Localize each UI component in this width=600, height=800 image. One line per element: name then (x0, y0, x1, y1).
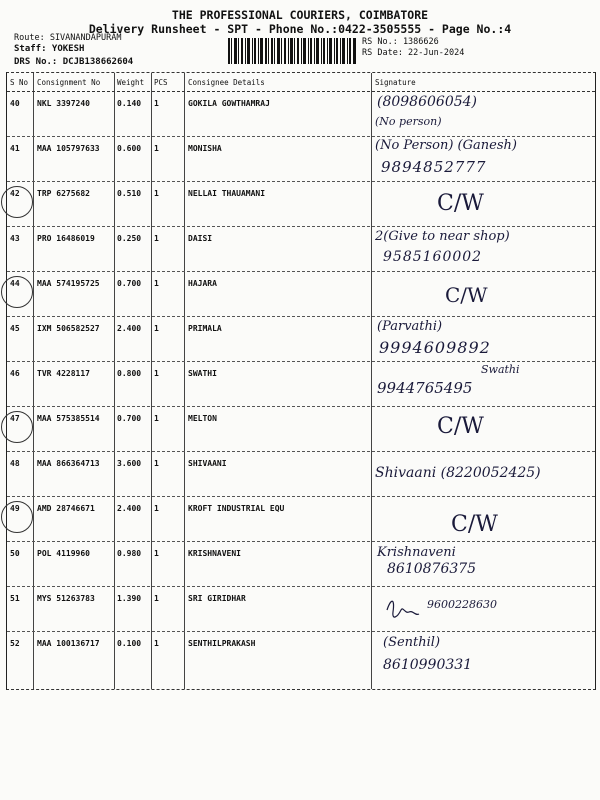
table-row (7, 91, 595, 137)
header-consignment: Consignment No (37, 78, 101, 87)
row-pcs: 1 (154, 459, 159, 468)
row-sno: 45 (10, 324, 20, 333)
company-title: THE PROFESSIONAL COURIERS, COIMBATORE (171, 8, 429, 22)
handwritten-note: (No person) (375, 115, 442, 128)
handwritten-note: 8610876375 (387, 561, 477, 577)
row-sno: 40 (10, 99, 20, 108)
handwritten-signature: Shivaani (8220052425) (375, 465, 541, 481)
ink-circle (1, 186, 33, 218)
ink-circle (1, 501, 33, 533)
row-weight: 0.510 (117, 189, 142, 198)
header-signature: Signature (375, 78, 416, 87)
row-consignee: KRISHNAVENI (188, 549, 241, 558)
ink-circle (1, 276, 33, 308)
row-sno: 50 (10, 549, 20, 558)
row-consignment: MAA 105797633 (37, 144, 100, 153)
barcode-icon (228, 38, 356, 64)
handwritten-signature: (No Person) (Ganesh) (375, 138, 517, 153)
row-sno: 41 (10, 144, 20, 153)
row-consignment: AMD 28746671 (37, 504, 95, 513)
handwritten-signature: (8098606054) (377, 94, 477, 110)
handwritten-signature: C/W (437, 414, 484, 439)
table-row (7, 586, 595, 632)
row-consignment: TRP 6275682 (37, 189, 90, 198)
table-row (7, 541, 595, 587)
header-sno: S No (10, 78, 29, 87)
row-consignee: SENTHILPRAKASH (188, 639, 256, 648)
rs-number: RS No.: 1386626 (362, 37, 439, 47)
row-pcs: 1 (154, 99, 159, 108)
row-sno: 46 (10, 369, 20, 378)
table-row (7, 271, 595, 317)
table-row (7, 406, 595, 452)
row-consignment: MYS 51263783 (37, 594, 95, 603)
staff-label: Staff: YOKESH (14, 44, 85, 54)
row-consignee: PRIMALA (188, 324, 222, 333)
row-weight: 3.600 (117, 459, 142, 468)
header-weight: Weight (117, 78, 145, 87)
row-consignment: TVR 4228117 (37, 369, 90, 378)
handwritten-signature: C/W (451, 512, 498, 537)
row-pcs: 1 (154, 639, 159, 648)
row-consignee: GOKILA GOWTHAMRAJ (188, 99, 270, 108)
handwritten-note: 9585160002 (383, 249, 483, 265)
row-pcs: 1 (154, 234, 159, 243)
table-row (7, 361, 595, 407)
row-consignee: SRI GIRIDHAR (188, 594, 246, 603)
row-pcs: 1 (154, 504, 159, 513)
row-weight: 0.800 (117, 369, 142, 378)
row-consignment: NKL 3397240 (37, 99, 90, 108)
row-sno: 52 (10, 639, 20, 648)
route-label: Route: SIVANANDAPURAM (14, 33, 122, 43)
handwritten-signature: Krishnaveni (377, 545, 456, 560)
row-weight: 2.400 (117, 324, 142, 333)
handwritten-signature: 2(Give to near shop) (375, 229, 510, 244)
row-sno: 49 (10, 504, 20, 513)
row-weight: 0.100 (117, 639, 142, 648)
row-consignee: NELLAI THAUAMANI (188, 189, 266, 198)
row-pcs: 1 (154, 594, 159, 603)
row-sno: 44 (10, 279, 20, 288)
row-pcs: 1 (154, 369, 159, 378)
runsheet-title: Delivery Runsheet - SPT - Phone No.:0422-3505555 - Page No.:4 (88, 22, 512, 36)
row-consignee: HAJARA (188, 279, 217, 288)
table-row (7, 631, 595, 689)
row-consignment: IXM 506582527 (37, 324, 100, 333)
table-header (7, 73, 595, 92)
row-pcs: 1 (154, 549, 159, 558)
row-consignee: MONISHA (188, 144, 222, 153)
row-pcs: 1 (154, 144, 159, 153)
header-pcs: PCS (154, 78, 168, 87)
runsheet-table (6, 72, 596, 690)
table-row (7, 496, 595, 542)
row-sno: 51 (10, 594, 20, 603)
table-row (7, 136, 595, 182)
signature-scribble (383, 596, 423, 624)
row-consignment: PRO 16486019 (37, 234, 95, 243)
row-weight: 0.250 (117, 234, 142, 243)
row-consignment: MAA 575385514 (37, 414, 100, 423)
row-weight: 0.980 (117, 549, 142, 558)
table-row (7, 226, 595, 272)
row-consignment: MAA 100136717 (37, 639, 100, 648)
row-consignee: SWATHI (188, 369, 217, 378)
row-weight: 0.600 (117, 144, 142, 153)
row-sno: 43 (10, 234, 20, 243)
handwritten-note: 9894852777 (381, 158, 487, 176)
row-sno: 42 (10, 189, 20, 198)
drs-number: DRS No.: DCJB138662604 (14, 57, 134, 67)
table-row (7, 181, 595, 227)
row-consignment: POL 4119960 (37, 549, 90, 558)
handwritten-signature: 9600228630 (427, 598, 497, 611)
row-consignee: KROFT INDUSTRIAL EQU (188, 504, 285, 513)
row-consignee: MELTON (188, 414, 217, 423)
handwritten-signature: C/W (437, 191, 484, 216)
handwritten-signature: (Parvathi) (377, 319, 443, 334)
row-pcs: 1 (154, 324, 159, 333)
row-weight: 0.140 (117, 99, 142, 108)
handwritten-note: 9944765495 (377, 379, 473, 397)
row-sno: 47 (10, 414, 20, 423)
ink-circle (1, 411, 33, 443)
handwritten-note: 9994609892 (379, 338, 491, 357)
row-sno: 48 (10, 459, 20, 468)
handwritten-signature: (Senthil) (383, 635, 441, 650)
table-row (7, 451, 595, 497)
table-row (7, 316, 595, 362)
row-pcs: 1 (154, 414, 159, 423)
row-pcs: 1 (154, 279, 159, 288)
rs-date: RS Date: 22-Jun-2024 (362, 48, 465, 58)
handwritten-signature: C/W (445, 283, 488, 307)
handwritten-signature: Swathi (481, 363, 520, 376)
header-consignee: Consignee Details (188, 78, 265, 87)
row-consignee: DAISI (188, 234, 213, 243)
row-weight: 0.700 (117, 279, 142, 288)
handwritten-note: 8610990331 (383, 657, 473, 673)
row-consignee: SHIVAANI (188, 459, 227, 468)
row-consignment: MAA 866364713 (37, 459, 100, 468)
row-pcs: 1 (154, 189, 159, 198)
row-consignment: MAA 574195725 (37, 279, 100, 288)
row-weight: 0.700 (117, 414, 142, 423)
row-weight: 2.400 (117, 504, 142, 513)
row-weight: 1.390 (117, 594, 142, 603)
